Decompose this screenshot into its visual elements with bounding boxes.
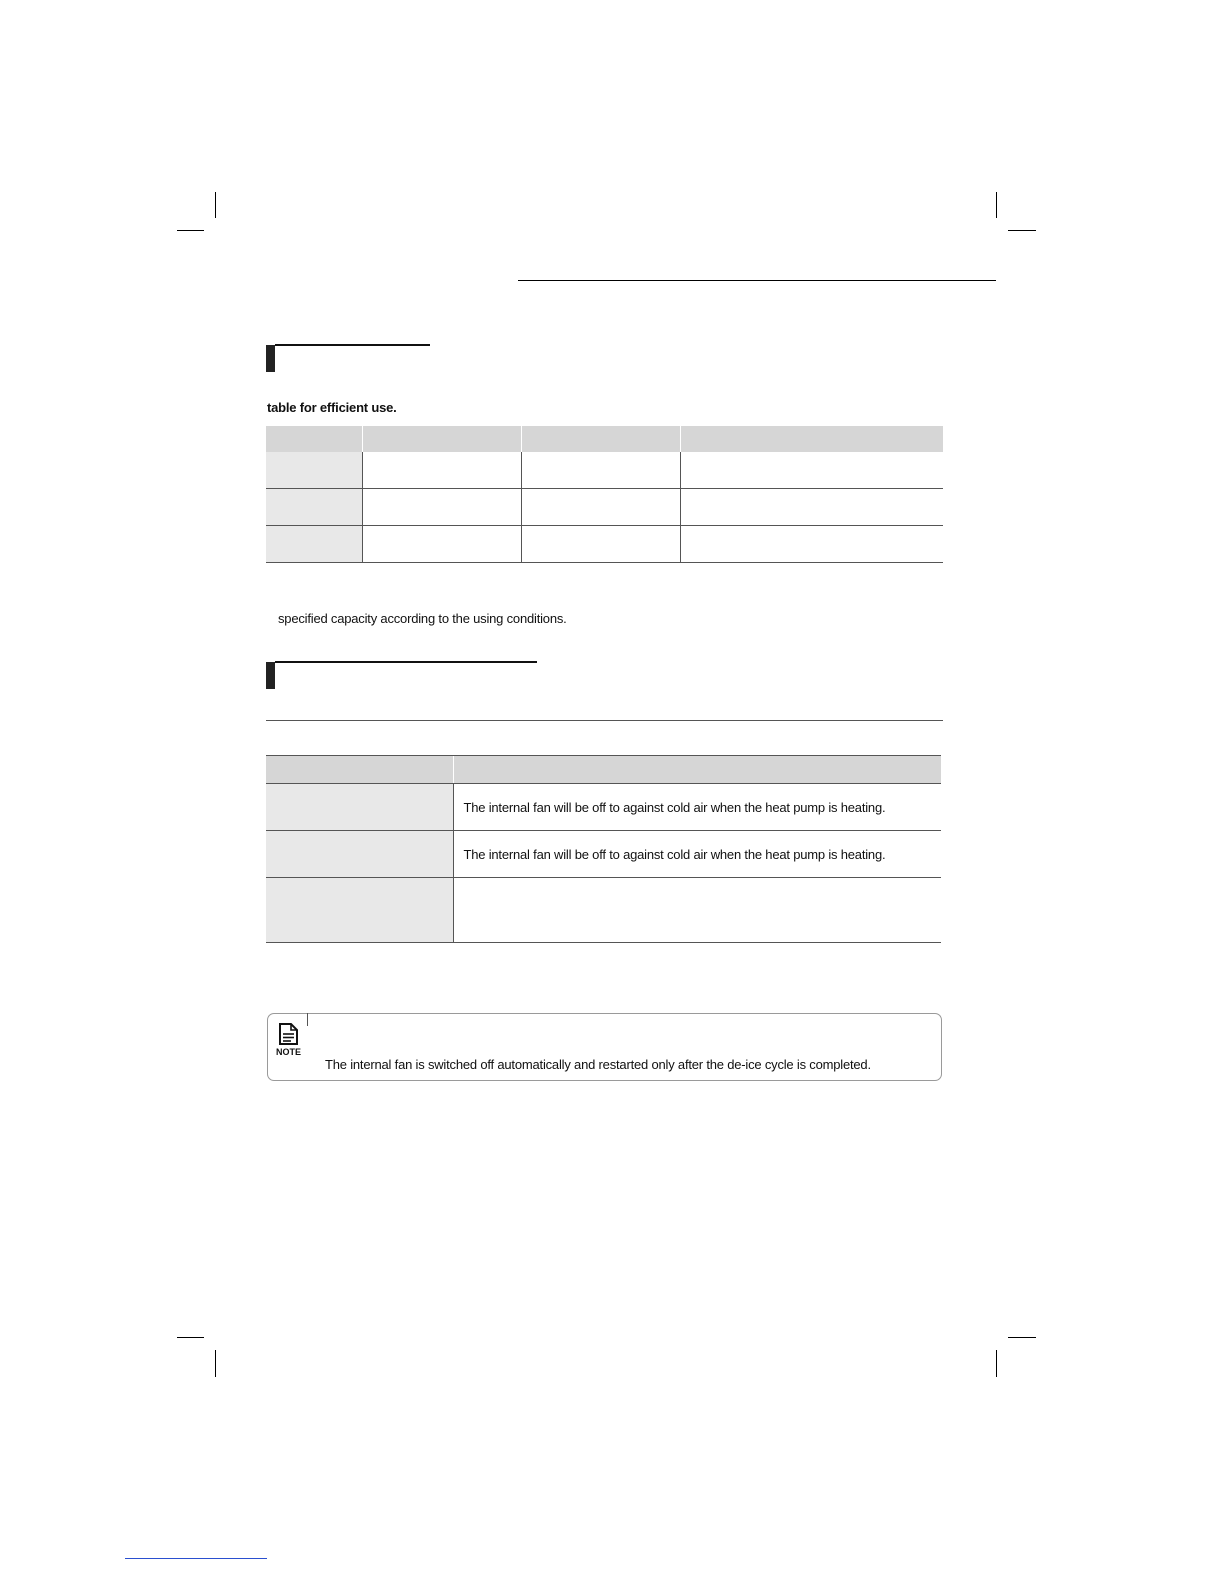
section-divider [266,720,943,721]
table-row [266,784,941,831]
table-cell [453,878,941,943]
crop-mark [996,1350,997,1377]
table-header-cell [453,756,941,784]
table-cell [521,489,680,526]
crop-mark [996,192,997,218]
table-header-cell [266,426,362,452]
footnote-text: specified capacity according to the using conditions. [278,611,567,626]
table-row-label [266,878,453,943]
table-cell [680,489,943,526]
table-header-row [266,756,941,784]
table-row-label [266,452,362,489]
header-rule [518,280,996,281]
table-cell: The internal fan will be off to against cold air when the heat pump is heating. [453,784,941,831]
table-row-label [266,489,362,526]
table-row [266,878,941,943]
section-marker [266,662,275,689]
table-header-row [266,426,943,452]
table-header-cell [680,426,943,452]
table-header-cell [362,426,521,452]
note-icon [276,1022,302,1058]
table-cell [362,452,521,489]
protection-function-table [266,755,941,943]
table-row [266,489,943,526]
table-header-cell [521,426,680,452]
intro-text: table for efficient use. [267,400,397,415]
section-rule [275,344,430,346]
crop-mark [1008,230,1036,231]
table-cell [521,452,680,489]
table-cell [362,526,521,563]
operating-range-table [266,426,943,563]
crop-mark [177,230,204,231]
table-cell [521,526,680,563]
note-divider [307,1013,308,1026]
table-cell: The internal fan will be off to against cold air when the heat pump is heating. [453,831,941,878]
crop-mark [215,1350,216,1377]
note-text: The internal fan is switched off automatically and restarted only after the de-ice cycle is completed. [325,1057,871,1072]
crop-mark [177,1337,204,1338]
table-cell [680,526,943,563]
table-row-label [266,831,453,878]
table-row [266,452,943,489]
table-row [266,526,943,563]
section-rule [275,661,537,663]
note-icon-label: NOTE [276,1047,302,1057]
table-cell [362,489,521,526]
crop-mark [1008,1337,1036,1338]
crop-mark [215,192,216,218]
table-header-cell [266,756,453,784]
section-marker [266,345,275,372]
table-row-label [266,526,362,563]
bottom-link-underline [125,1558,267,1559]
table-cell [680,452,943,489]
table-row [266,831,941,878]
table-row-label [266,784,453,831]
